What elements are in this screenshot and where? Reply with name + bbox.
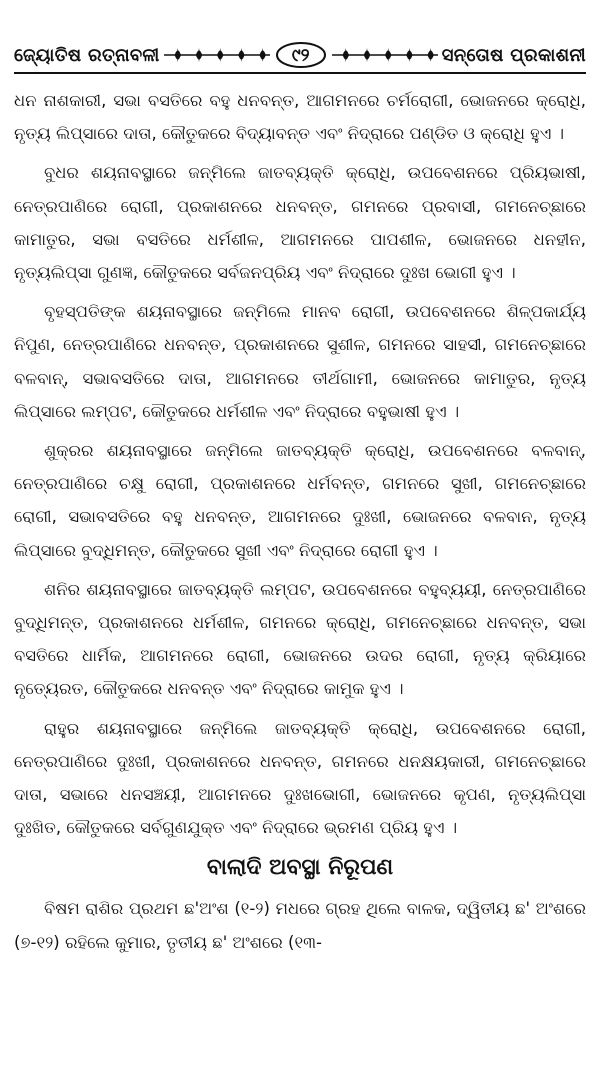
header-rule	[14, 72, 586, 74]
header-publisher: ସନ୍ତୋଷ ପ୍ରକାଶନୀ	[441, 44, 587, 66]
header-ornament-left	[164, 44, 270, 66]
page-body	[14, 84, 586, 965]
header-book-title: ଜ୍ୟୋତିଷ ରତ୍ନାବଳୀ	[14, 44, 160, 66]
floral-ornament-icon	[164, 44, 270, 66]
paragraph-jupiter: ବୃହସ୍ପତିଙ୍କ ଶୟନାବସ୍ଥାରେ ଜନ୍ମିଲେ ମାନବ ରୋଗୀ, ଉପବେଶନରେ ଶିଳ୍ପକାର୍ଯ୍ୟ ନିପୁଣ, ନେତ୍ରପାଣିରେ ଧନବନ୍ତ, ପ୍ରକାଶନରେ ସୁଶୀଳ, ଗମନରେ ସାହସୀ, ଗମନେଚ୍ଛାରେ ବଳବାନ୍, ସଭାବସତିରେ ଦାତା, ଆଗମନରେ ତୀର୍ଥଗାମୀ, ଭୋଜନରେ କାମାତୁର, ନୃତ୍ୟ ଲିପ୍‌ସାରେ ଲମ୍ପଟ, କୌତୁକରେ ଧର୍ମଶୀଳ ଏବଂ ନିଦ୍ରାରେ ବହୁଭାଷୀ ହୁଏ ।	[14, 302, 586, 421]
header-ornament-right	[332, 44, 438, 66]
page-number-badge	[274, 40, 328, 70]
floral-ornament-icon	[332, 44, 438, 66]
paragraph-rahu: ରାହୁର ଶୟନାବସ୍ଥାରେ ଜନ୍ମିଲେ ଜାତବ୍ୟକ୍ତି କ୍ରୋଧି, ଉପବେଶନରେ ରୋଗୀ, ନେତ୍ରପାଣିରେ ଦୁଃଖୀ, ପ୍ରକାଶନରେ ଧନବନ୍ତ, ଗମନରେ ଧନକ୍ଷୟକାରୀ, ଗମନେଚ୍ଛାରେ ଦାତା, ସଭାରେ ଧନସଞ୍ଚୟୀ, ଆଗମନରେ ଦୁଃଖଭୋଗୀ, ଭୋଜନରେ କୃପଣ, ନୃତ୍ୟଲିପ୍‌ସା ଦୁଃଖିତ, କୌତୁକରେ ସର୍ବଗୁଣଯୁକ୍ତ ଏବଂ ନିଦ୍ରାରେ ଭ୍ରମଣ ପ୍ରିୟ ହୁଏ ।	[14, 718, 586, 838]
paragraph-mercury: ବୁଧର ଶୟନାବସ୍ଥାରେ ଜନ୍ମିଲେ ଜାତବ୍ୟକ୍ତି କ୍ରୋଧି, ଉପବେଶନରେ ପ୍ରିୟଭାଷୀ, ନେତ୍ରପାଣିରେ ରୋଗୀ, ପ୍ରକାଶନରେ ଧନବନ୍ତ, ଗମନରେ ପ୍ରବାସୀ, ଗମନେଚ୍ଛାରେ କାମାତୁର, ସଭା ବସତିରେ ଧର୍ମଶୀଳ, ଆଗମନରେ ପାପଶୀଳ, ଭୋଜନରେ ଧନହୀନ, ନୃତ୍ୟଲିପ୍‌ସା ଗୁଣଜ୍ଞ, କୌତୁକରେ ସର୍ବଜନପ୍ରିୟ ଏବଂ ନିଦ୍ରାରେ ଦୁଃଖ ଭୋଗୀ ହୁଏ ।	[14, 163, 586, 283]
paragraph-baladi: ବିଷମ ରାଶିର ପ୍ରଥମ ଛ'ଅଂଶ (୧-୨) ମଧରେ ଗ୍ରହ ଥିଲେ ବାଳକ, ଦ୍ୱିତୀୟ ଛ' ଅଂଶରେ (୭-୧୨) ରହିଲେ କୁମାର, ତୃତୀୟ ଛ' ଅଂଶରେ (୧୩-	[14, 899, 586, 952]
paragraph-saturn: ଶନିର ଶୟନାବସ୍ଥାରେ ଜାତବ୍ୟକ୍ତି ଲମ୍ପଟ, ଉପବେଶନରେ ବହୁବ୍ୟୟୀ, ନେତ୍ରପାଣିରେ ବୁଦ୍ଧିମନ୍ତ, ପ୍ରକାଶନରେ ଧର୍ମଶୀଳ, ଗମନରେ କ୍ରୋଧି, ଗମନେଚ୍ଛାରେ ଧନବନ୍ତ, ସଭା ବସତିରେ ଧାର୍ମିକ, ଆଗମନରେ ରୋଗୀ, ଭୋଜନରେ ଉଦର ରୋଗୀ, ନୃତ୍ୟ କ୍ରିୟାରେ ନୃତ୍ୟେରତ, କୌତୁକରେ ଧନବନ୍ତ ଏବଂ ନିଦ୍ରାରେ କାମୁକ ହୁଏ ।	[14, 579, 586, 699]
page-number: ୯୨	[291, 44, 310, 66]
running-header	[14, 40, 586, 70]
section-heading: ବାଲାଦି ଅବସ୍ଥା ନିରୂପଣ	[206, 855, 394, 881]
paragraph-venus: ଶୁକ୍ରର ଶୟନାବସ୍ଥାରେ ଜନ୍ମିଲେ ଜାତବ୍ୟକ୍ତି କ୍ରୋଧି, ଉପବେଶନରେ ବଳବାନ୍, ନେତ୍ରପାଣିରେ ଚକ୍ଷୁ ରୋଗୀ, ପ୍ରକାଶନରେ ଧର୍ମବନ୍ତ, ଗମନରେ ସୁଖୀ, ଗମନେଚ୍ଛାରେ ରୋଗୀ, ସଭାବସତିରେ ବହୁ ଧନବନ୍ତ, ଆଗମନରେ ଦୁଃଖୀ, ଭୋଜନରେ ବଳବାନ, ନୃତ୍ୟ ଲିପ୍‌ସାରେ ବୁଦ୍ଧିମନ୍ତ, କୌତୁକରେ ସୁଖୀ ଏବଂ ନିଦ୍ରାରେ ରୋଗୀ ହୁଏ ।	[14, 441, 586, 560]
paragraph-continued: ଧନ ନାଶକାରୀ, ସଭା ବସତିରେ ବହୁ ଧନବନ୍ତ, ଆଗମନରେ ଚର୍ମରୋଗୀ, ଭୋଜନରେ କ୍ରୋଧି, ନୃତ୍ୟ ଲିପ୍‌ସାରେ ଦାତା, କୌତୁକରେ ବିଦ୍ୟାବନ୍ତ ଏବଂ ନିଦ୍ରାରେ ପଣ୍ଡିତ ଓ କ୍ରୋଧି ହୁଏ ।	[14, 91, 586, 144]
